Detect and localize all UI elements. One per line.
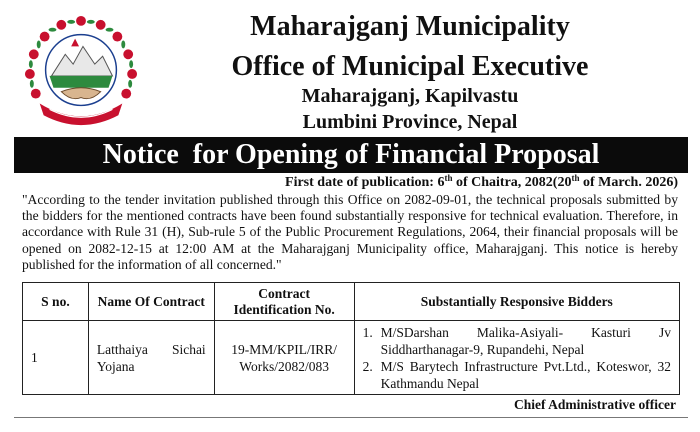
notice-body: "According to the tender invitation published through this Office on 2082-09-01, the technical proposals submitted by the bidders for the mentioned contracts have been found substantially responsive for technical evaluation. Therefore, in accordance with Rule 31 (H), Sub-rule 5 of the Public Procurement Regulations, 2064, their financial proposals will be opened on 2082-12-15 at 12:00 AM at the Maharajganj Municipality office, Maharajganj. This notice is hereby published for the information of all concerned." bbox=[22, 192, 678, 272]
notice-title: Notice for Opening of Financial Proposal bbox=[14, 137, 688, 173]
row-contract-name: Latthaiya Sichai Yojana bbox=[88, 321, 214, 395]
row-sn: 1 bbox=[23, 321, 89, 395]
office-province: Lumbini Province, Nepal bbox=[302, 111, 518, 133]
signatory-title: Chief Administrative officer bbox=[514, 397, 676, 412]
publication-date: First date of publication: 6th of Chaitra, 2082(20th of March. 2026) bbox=[285, 173, 678, 190]
header-contract-name: Name Of Contract bbox=[88, 283, 214, 321]
header-contract-id: Contract Identification No. bbox=[214, 283, 354, 321]
list-item: 2. M/S Barytech Infrastructure Pvt.Ltd., Koteswor, 32 Kathmandu Nepal bbox=[362, 358, 671, 391]
list-item: 1. M/SDarshan Malika-Asiyali- Kasturi Jv Siddharthanagar-9, Rupandehi, Nepal bbox=[362, 324, 671, 357]
bottom-divider bbox=[14, 417, 688, 418]
contracts-table bbox=[22, 282, 680, 395]
row-contract-id: 19-MM/KPIL/IRR/ Works/2082/083 bbox=[214, 321, 354, 395]
office-name: Office of Municipal Executive bbox=[231, 51, 589, 82]
table-header-row bbox=[23, 283, 680, 321]
header-bidders: Substantially Responsive Bidders bbox=[354, 283, 679, 321]
table-row bbox=[23, 321, 680, 395]
office-location: Maharajganj, Kapilvastu bbox=[301, 85, 519, 107]
nepal-government-emblem-icon bbox=[22, 12, 140, 132]
bidder-list bbox=[363, 324, 671, 392]
municipality-name: Maharajganj Municipality bbox=[250, 11, 570, 42]
row-bidders bbox=[354, 321, 679, 395]
header-sn: S no. bbox=[23, 283, 89, 321]
